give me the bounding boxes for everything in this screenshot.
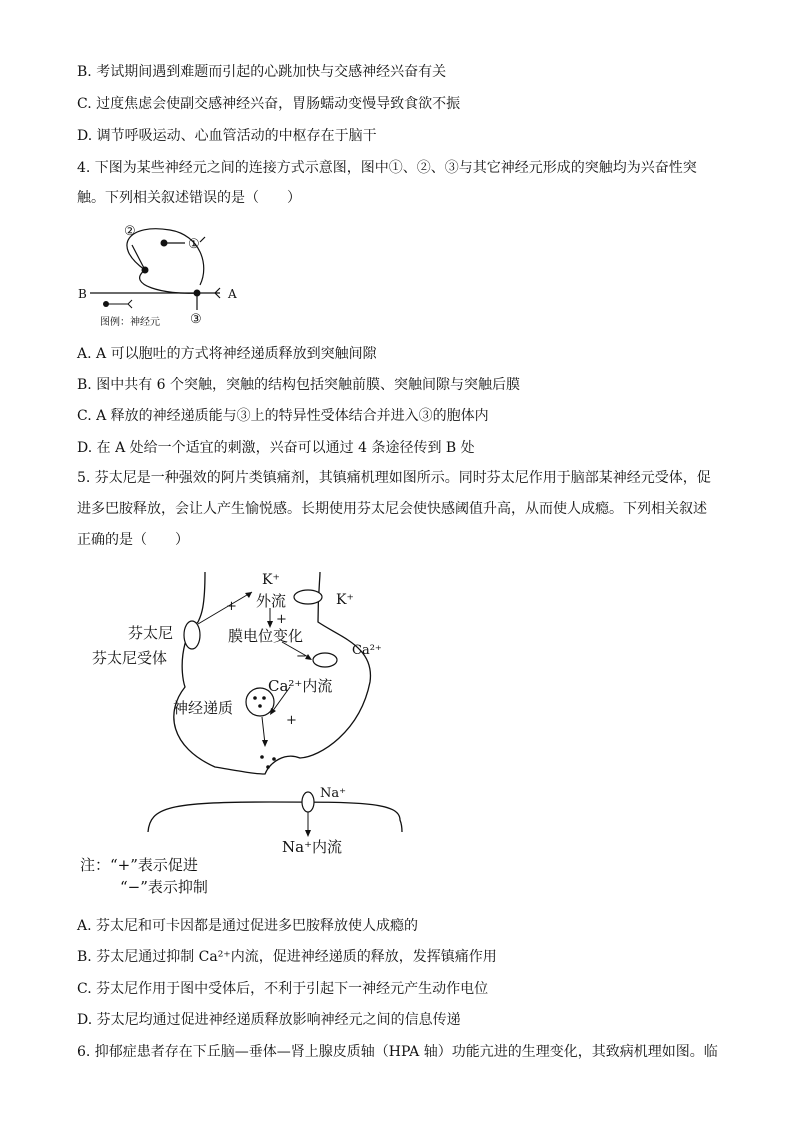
label-potential-change: 膜电位变化 xyxy=(228,627,304,645)
arrowhead-6 xyxy=(305,830,311,837)
q4-option-c: C. A 释放的神经递质能与③上的特异性受体结合并进入③的胞体内 xyxy=(77,408,489,424)
sign-minus: − xyxy=(296,649,307,664)
arrow-receptor-to-efflux xyxy=(198,592,252,624)
na-channel xyxy=(302,792,314,812)
label-fentanyl: 芬太尼 xyxy=(128,624,174,642)
q5-option-d: D. 芬太尼均通过促进神经递质释放影响神经元之间的信息传递 xyxy=(77,1012,461,1028)
q5-option-c: C. 芬太尼作用于图中受体后，不利于引起下一神经元产生动作电位 xyxy=(77,981,489,997)
q5-option-a: A. 芬太尼和可卡因都是通过促进多巴胺释放使人成瘾的 xyxy=(77,918,419,934)
q5-option-b: B. 芬太尼通过抑制 Ca²⁺内流，促进神经递质的释放，发挥镇痛作用 xyxy=(77,949,497,965)
sign-plus-3: + xyxy=(286,713,297,728)
arrowhead-5 xyxy=(262,740,268,747)
label-na-influx: Na⁺内流 xyxy=(282,838,342,856)
label-k-plus: K⁺ xyxy=(262,572,280,588)
neuron-3-body xyxy=(194,290,201,297)
legend-neuron-end xyxy=(128,300,132,308)
label-na-plus: Na⁺ xyxy=(320,786,346,801)
postsynaptic-membrane xyxy=(148,802,402,832)
q4-option-b: B. 图中共有 6 个突触，突触的结构包括突触前膜、突触间隙与突触后膜 xyxy=(77,377,520,393)
q5-stem-line-3: 正确的是（ ） xyxy=(77,532,189,548)
label-circle-2: ② xyxy=(124,224,136,239)
neuron-1-body xyxy=(161,240,168,247)
label-circle-1: ① xyxy=(188,237,200,252)
q6-stem-line-1: 6. 抑郁症患者存在下丘脑—垂体—肾上腺皮质轴（HPA 轴）功能亢进的生理变化，其致病机理如图。临 xyxy=(77,1044,718,1060)
q4-option-d: D. 在 A 处给一个适宜的刺激，兴奋可以通过 4 条途径传到 B 处 xyxy=(77,440,475,456)
legend-text: 图例：神经元 xyxy=(100,317,160,328)
label-k-plus-right: K⁺ xyxy=(336,592,354,608)
note-line-2: “−”表示抑制 xyxy=(120,878,208,896)
q4-option-a: A. A 可以胞吐的方式将神经递质释放到突触间隙 xyxy=(77,346,377,362)
release-dot-3 xyxy=(266,765,270,769)
q3-option-d: D. 调节呼吸运动、心血管活动的中枢存在于脑干 xyxy=(77,128,377,144)
label-a: A xyxy=(228,287,237,301)
neuron-connection-diagram xyxy=(70,215,260,340)
label-receptor: 芬太尼受体 xyxy=(92,649,168,667)
fentanyl-mechanism-diagram xyxy=(70,562,430,907)
q4-stem-line-1: 4. 下图为某些神经元之间的连接方式示意图，图中①、②、③与其它神经元形成的突触均为兴奋性突 xyxy=(77,160,697,176)
label-circle-3: ③ xyxy=(190,312,202,327)
label-ca-influx: Ca²⁺内流 xyxy=(268,677,333,695)
label-b: B xyxy=(78,287,87,301)
label-ca-plus: Ca²⁺ xyxy=(352,643,382,658)
label-transmitter: 神经递质 xyxy=(173,699,234,717)
fentanyl-receptor xyxy=(184,621,200,649)
sign-plus-2: + xyxy=(276,612,287,627)
vesicle-dot-2 xyxy=(262,696,266,700)
branch-2 xyxy=(132,245,145,270)
release-dot-1 xyxy=(260,755,264,759)
sign-plus-1: + xyxy=(226,599,237,614)
arrow-vesicle-to-release xyxy=(262,717,265,744)
k-channel xyxy=(294,590,322,604)
q3-option-c: C. 过度焦虑会使副交感神经兴奋，胃肠蠕动变慢导致食欲不振 xyxy=(77,96,461,112)
q5-stem-line-1: 5. 芬太尼是一种强效的阿片类镇痛剂，其镇痛机理如图所示。同时芬太尼作用于脑部某神经元受体，促 xyxy=(77,470,711,486)
vesicle-dot-3 xyxy=(258,704,262,708)
arrowhead-4 xyxy=(270,708,276,715)
label-efflux: 外流 xyxy=(256,592,287,610)
q3-option-b: B. 考试期间遇到难题而引起的心跳加快与交感神经兴奋有关 xyxy=(77,64,447,80)
q4-stem-line-2: 触。下列相关叙述错误的是（ ） xyxy=(77,190,301,206)
release-dot-2 xyxy=(272,757,276,761)
vesicle-dot-1 xyxy=(253,696,257,700)
neuron-2-body xyxy=(142,267,149,274)
synapse-end-b xyxy=(200,237,205,242)
loop-lower xyxy=(140,270,197,293)
note-line-1: 注：“+”表示促进 xyxy=(80,856,198,874)
ca-channel xyxy=(313,653,337,667)
q5-stem-line-2: 进多巴胺释放，会让人产生愉悦感。长期使用芬太尼会使快感阈值升高，从而使人成瘾。下列相关叙述 xyxy=(77,501,707,517)
